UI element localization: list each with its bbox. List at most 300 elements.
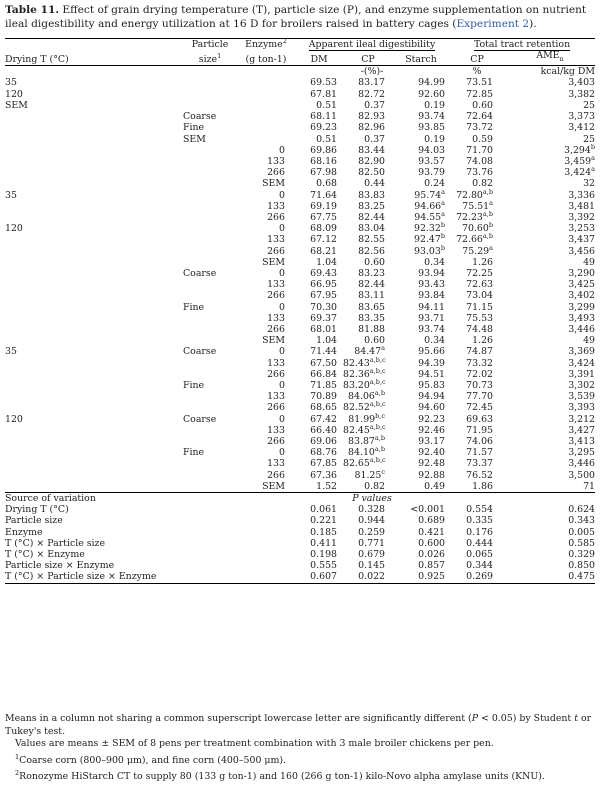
cp-cell: 83.65 bbox=[358, 301, 385, 313]
cp-cell: 83.83 bbox=[358, 189, 385, 201]
drying-cell bbox=[5, 425, 183, 436]
dm-cell: 67.95 bbox=[310, 290, 337, 302]
enzyme-cell: 266 bbox=[267, 290, 285, 302]
cp-cell: 83.20$^{a,b,c}$ bbox=[343, 377, 386, 391]
dm-cell: 67.98 bbox=[310, 167, 337, 179]
ame-cell: 3,393 bbox=[568, 402, 596, 414]
cp-cell: 81.99$^{b,c}$ bbox=[348, 411, 385, 425]
table-row bbox=[5, 223, 595, 234]
cp-tt-cell: 1.26 bbox=[472, 256, 494, 268]
table-row bbox=[5, 111, 595, 122]
dm-cell: 67.75 bbox=[310, 211, 337, 223]
cp-cell: 82.72 bbox=[358, 88, 385, 100]
ame-cell: 3,424$^a$ bbox=[564, 164, 596, 179]
source-name: T (°C) × Enzyme bbox=[5, 549, 85, 561]
ame-cell: 3,424 bbox=[568, 357, 596, 369]
pvalue-cell: 0.944 bbox=[358, 515, 385, 527]
starch-cell: 92.88 bbox=[418, 469, 446, 481]
table-row bbox=[5, 290, 595, 301]
particle-cell bbox=[183, 190, 237, 201]
dm-cell: 1.04 bbox=[316, 335, 337, 347]
cp-cell: 82.44 bbox=[358, 211, 385, 223]
enzyme-cell bbox=[237, 134, 295, 145]
enzyme-cell: 133 bbox=[267, 155, 285, 167]
pvalue-cell: 0.269 bbox=[449, 571, 505, 583]
caption-tail: ). bbox=[529, 18, 537, 30]
starch-cell: 0.34 bbox=[424, 335, 446, 347]
starch-header: Starch bbox=[393, 50, 449, 66]
footnote-2: $^2$Ronozyme HiStarch CT to supply 80 (133 g ton-1) and 160 (266 g ton-1) kilo-Novo alpha amylase units (KNU). bbox=[15, 769, 545, 783]
ame-cell: 71 bbox=[505, 481, 595, 493]
drying-cell bbox=[5, 212, 183, 223]
starch-cell: 94.94 bbox=[418, 391, 446, 403]
dm-cell: 67.36 bbox=[310, 469, 337, 481]
ame-cell: 3,500 bbox=[568, 469, 596, 481]
enzyme-cell: 0 bbox=[279, 379, 285, 391]
pvalue-cell: 0.925 bbox=[393, 571, 449, 583]
cp-tt-cell: 71.95 bbox=[466, 424, 494, 436]
dm-cell: 69.37 bbox=[310, 312, 337, 324]
drying-cell bbox=[5, 458, 183, 469]
drying-cell bbox=[5, 447, 183, 458]
particle-cell bbox=[183, 178, 237, 189]
cp-cell: 82.45$^{a,b,c}$ bbox=[343, 422, 386, 436]
pvalue-cell: 0.329 bbox=[568, 549, 596, 561]
starch-cell: 92.40 bbox=[418, 447, 446, 459]
ame-cell: 3,402 bbox=[568, 290, 596, 302]
starch-cell: 93.17 bbox=[418, 435, 446, 447]
drying-cell bbox=[5, 178, 183, 189]
empty-cell bbox=[183, 571, 237, 583]
cp-cell: 0.37 bbox=[364, 99, 385, 111]
drying-cell bbox=[5, 369, 183, 380]
drying-cell bbox=[5, 246, 183, 257]
cp-cell: 0.37 bbox=[364, 133, 385, 145]
source-name: Particle size × Enzyme bbox=[5, 560, 115, 572]
cp-tt-cell: 72.64 bbox=[466, 111, 494, 123]
starch-cell: 0.24 bbox=[424, 178, 446, 190]
dm-cell: 71.64 bbox=[310, 189, 337, 201]
cp-tt-cell: 74.87 bbox=[466, 346, 494, 358]
enzyme-cell: 266 bbox=[267, 245, 285, 257]
empty-cell bbox=[183, 549, 237, 560]
enzyme-header-1: Enzyme$^2$ bbox=[245, 36, 287, 50]
pvalue-cell: 0.343 bbox=[568, 515, 596, 527]
cp-cell: 82.96 bbox=[358, 122, 385, 134]
pvalue-cell: 0.061 bbox=[310, 504, 337, 516]
enzyme-cell: 0 bbox=[279, 144, 285, 156]
drying-cell: 120 bbox=[5, 88, 23, 100]
empty-cell bbox=[183, 515, 237, 526]
dm-cell: 1.04 bbox=[316, 256, 337, 268]
dm-cell: 69.86 bbox=[310, 144, 337, 156]
enzyme-cell: 0 bbox=[279, 413, 285, 425]
pvalue-cell: 0.335 bbox=[466, 515, 494, 527]
enzyme-cell: 0 bbox=[279, 447, 285, 459]
enzyme-cell bbox=[237, 100, 295, 111]
drying-cell bbox=[5, 279, 183, 290]
table-row bbox=[5, 447, 595, 458]
particle-cell bbox=[183, 369, 237, 380]
dm-cell: 68.11 bbox=[310, 111, 337, 123]
ame-cell: 3,459$^a$ bbox=[564, 153, 596, 167]
drying-cell: 120 bbox=[5, 223, 23, 235]
enzyme-cell: 266 bbox=[267, 211, 285, 223]
source-row bbox=[5, 493, 595, 505]
particle-cell bbox=[183, 335, 237, 346]
starch-cell: 93.03$^b$ bbox=[414, 243, 446, 257]
empty-cell bbox=[183, 504, 237, 515]
table-row bbox=[5, 234, 595, 245]
ame-cell: 32 bbox=[583, 178, 596, 190]
cp-tt-cell: 74.06 bbox=[466, 435, 494, 447]
pvalue-cell: 0.689 bbox=[418, 515, 446, 527]
ame-cell: 3,294$^b$ bbox=[564, 142, 596, 156]
pvalue-cell: 0.857 bbox=[418, 560, 446, 572]
cp-cell: 82.93 bbox=[358, 111, 385, 123]
data-body bbox=[5, 66, 595, 493]
enzyme-cell: 266 bbox=[267, 323, 285, 335]
starch-cell: 93.74 bbox=[418, 111, 446, 123]
ame-header: $AME_n$ bbox=[505, 50, 595, 66]
dm-cell: 68.21 bbox=[310, 245, 337, 257]
starch-cell: 93.57 bbox=[418, 155, 446, 167]
starch-cell: 93.84 bbox=[418, 290, 446, 302]
ame-cell: 3,392 bbox=[568, 211, 596, 223]
table-row bbox=[5, 268, 595, 279]
pvalue-cell: 0.221 bbox=[310, 515, 337, 527]
ame-cell: 3,425 bbox=[568, 279, 596, 291]
particle-cell bbox=[183, 279, 237, 290]
starch-cell: 0.34 bbox=[424, 256, 446, 268]
table-row bbox=[5, 458, 595, 469]
cp-cell: 82.36$^{a,b,c}$ bbox=[343, 366, 386, 380]
cp-tt-cell: 0.60 bbox=[472, 99, 494, 111]
dm-cell: 67.85 bbox=[310, 458, 337, 470]
cp-cell: 83.87$^{a,b}$ bbox=[348, 433, 385, 447]
table-row bbox=[5, 77, 595, 88]
empty-cell bbox=[237, 504, 295, 515]
pvalue-cell: 0.679 bbox=[358, 549, 385, 561]
pvalue-row bbox=[5, 549, 595, 560]
table-row bbox=[5, 134, 595, 145]
particle-cell bbox=[183, 77, 237, 88]
table-row bbox=[5, 190, 595, 201]
particle-cell bbox=[183, 145, 237, 156]
results-table bbox=[5, 38, 595, 584]
cp-tt-cell: 69.63 bbox=[466, 413, 494, 425]
table-row bbox=[5, 302, 595, 313]
table-row bbox=[5, 89, 595, 100]
enzyme-cell: 0 bbox=[279, 223, 285, 235]
pvalue-cell: 0.444 bbox=[466, 537, 494, 549]
cp-cell: 83.35 bbox=[358, 312, 385, 324]
starch-cell: 0.19 bbox=[424, 99, 446, 111]
cp-tt-cell: 75.29$^a$ bbox=[462, 243, 494, 257]
drying-cell bbox=[5, 380, 183, 391]
cp-tt-cell: 72.02 bbox=[466, 368, 494, 380]
ame-cell: 3,413 bbox=[568, 435, 596, 447]
cp-tt-cell: 75.51$^a$ bbox=[462, 198, 494, 212]
source-name: Enzyme bbox=[5, 526, 43, 538]
particle-cell: Coarse bbox=[183, 413, 217, 425]
ame-cell: 3,427 bbox=[568, 424, 596, 436]
ame-cell: 25 bbox=[583, 133, 596, 145]
table-row bbox=[5, 346, 595, 357]
pvalue-cell: 0.475 bbox=[505, 571, 595, 583]
pvalue-cell: 0.176 bbox=[466, 526, 494, 538]
drying-cell: 35 bbox=[5, 189, 17, 201]
starch-cell: 94.55$^a$ bbox=[414, 209, 446, 223]
empty-cell bbox=[237, 549, 295, 560]
table-row bbox=[5, 369, 595, 380]
dm-cell: 69.53 bbox=[310, 77, 337, 89]
table-row bbox=[5, 324, 595, 335]
table-row bbox=[5, 470, 595, 481]
particle-cell bbox=[183, 470, 237, 481]
cp-tt-cell: 73.37 bbox=[466, 458, 494, 470]
drying-cell bbox=[5, 257, 183, 268]
starch-cell: 94.66$^a$ bbox=[414, 198, 446, 212]
table-row bbox=[5, 246, 595, 257]
cp-cell: 84.06$^{a,b}$ bbox=[348, 389, 385, 403]
ame-cell: 3,403 bbox=[568, 77, 596, 89]
cp-cell: 82.44 bbox=[358, 279, 385, 291]
ame-cell: 3,391 bbox=[568, 368, 596, 380]
pvalue-cell: 0.328 bbox=[358, 504, 385, 516]
particle-cell bbox=[183, 257, 237, 268]
cp-tt-cell: 74.48 bbox=[466, 323, 494, 335]
particle-cell bbox=[183, 167, 237, 178]
drying-cell bbox=[5, 358, 183, 369]
starch-cell: 94.51 bbox=[418, 368, 446, 380]
starch-cell: 92.46 bbox=[418, 424, 446, 436]
starch-cell: 93.43 bbox=[418, 279, 446, 291]
empty-cell bbox=[237, 515, 295, 526]
empty-cell bbox=[183, 527, 237, 538]
pvalue-cell: 0.624 bbox=[568, 504, 596, 516]
particle-cell bbox=[183, 425, 237, 436]
footnote-means: Means in a column not sharing a common superscript lowercase letter are significantly different (P < 0.05) by Student t or Tukey's test. bbox=[5, 713, 592, 737]
experiment-link[interactable]: Experiment 2 bbox=[456, 18, 530, 30]
drying-cell: SEM bbox=[5, 99, 28, 111]
cp-cell: 0.60 bbox=[364, 256, 385, 268]
empty-cell bbox=[183, 560, 237, 571]
table-row bbox=[5, 257, 595, 268]
cp-cell: 82.43$^{a,b,c}$ bbox=[343, 355, 386, 369]
ame-cell: 3,336 bbox=[568, 189, 596, 201]
particle-cell bbox=[183, 234, 237, 245]
table-row bbox=[5, 425, 595, 436]
particle-cell bbox=[183, 223, 237, 234]
pvalue-cell: 0.600 bbox=[418, 537, 446, 549]
pvalue-cell: 0.421 bbox=[418, 526, 446, 538]
cp-tt-cell: 72.63 bbox=[466, 279, 494, 291]
empty-cell bbox=[183, 538, 237, 549]
units-row bbox=[5, 66, 595, 78]
cp-cell: 83.04 bbox=[358, 223, 385, 235]
table-row bbox=[5, 145, 595, 156]
footnote-1: $^1$Coarse corn (800–900 μm), and fine corn (400–500 μm). bbox=[15, 752, 287, 766]
enzyme-cell: SEM bbox=[237, 481, 295, 493]
starch-cell: 94.99 bbox=[418, 77, 446, 89]
cp-tt-cell: 76.52 bbox=[466, 469, 494, 481]
enzyme-cell: 0 bbox=[279, 189, 285, 201]
drying-cell bbox=[5, 436, 183, 447]
pvalues-label: P values bbox=[352, 493, 392, 504]
drying-cell bbox=[5, 302, 183, 313]
starch-cell: 93.94 bbox=[418, 267, 446, 279]
cp-tt-cell: 1.26 bbox=[472, 335, 494, 347]
starch-cell: 94.11 bbox=[418, 301, 446, 313]
dm-cell: 70.30 bbox=[310, 301, 337, 313]
source-label: Source of variation bbox=[5, 493, 96, 504]
cp-tt-cell: 70.60$^b$ bbox=[462, 221, 494, 235]
table-row bbox=[5, 313, 595, 324]
starch-cell: 93.79 bbox=[418, 167, 446, 179]
dm-cell: 68.01 bbox=[310, 323, 337, 335]
drying-cell: 35 bbox=[5, 77, 17, 89]
starch-cell: 92.23 bbox=[418, 413, 446, 425]
particle-cell: Fine bbox=[183, 447, 205, 459]
starch-cell: 93.74 bbox=[418, 323, 446, 335]
dm-cell: 71.85 bbox=[310, 379, 337, 391]
pvalue-row bbox=[5, 538, 595, 549]
cp-tt-cell: 72.85 bbox=[466, 88, 494, 100]
total-tract-header: Total tract retention bbox=[473, 39, 571, 50]
table-row bbox=[5, 201, 595, 212]
pvalue-cell: 0.850 bbox=[568, 560, 596, 572]
ame-cell: 3,446 bbox=[568, 323, 596, 335]
enzyme-cell: 266 bbox=[267, 469, 285, 481]
particle-cell bbox=[183, 391, 237, 402]
dm-cell: 67.42 bbox=[310, 413, 337, 425]
dm-cell: 67.81 bbox=[310, 88, 337, 100]
cp-header: CP bbox=[343, 50, 393, 66]
enzyme-cell: 133 bbox=[267, 424, 285, 436]
starch-cell: 0.49 bbox=[393, 481, 449, 493]
source-name: T (°C) × Particle size bbox=[5, 537, 106, 549]
enzyme-cell: 133 bbox=[267, 312, 285, 324]
ame-cell: 3,290 bbox=[568, 267, 596, 279]
particle-cell: Fine bbox=[183, 379, 205, 391]
pvalue-cell: 0.145 bbox=[358, 560, 385, 572]
dm-cell: 69.06 bbox=[310, 435, 337, 447]
cp-tt-cell: 73.04 bbox=[466, 290, 494, 302]
cp-cell: 83.11 bbox=[358, 290, 385, 302]
ame-cell: 3,412 bbox=[568, 122, 596, 134]
cp-tt-header: CP bbox=[449, 50, 505, 66]
cp-tt-cell: 70.73 bbox=[466, 379, 494, 391]
drying-cell: 120 bbox=[5, 413, 23, 425]
enzyme-cell bbox=[237, 122, 295, 133]
table-row bbox=[5, 481, 595, 493]
ame-cell: 25 bbox=[583, 99, 596, 111]
dm-cell: 68.16 bbox=[310, 155, 337, 167]
drying-cell bbox=[5, 335, 183, 346]
ame-cell: 3,299 bbox=[568, 301, 596, 313]
starch-cell: 95.74$^a$ bbox=[414, 187, 446, 201]
dm-cell: 69.43 bbox=[310, 267, 337, 279]
drying-cell bbox=[5, 268, 183, 279]
drying-cell bbox=[5, 324, 183, 335]
table-row bbox=[5, 178, 595, 189]
dm-cell: 69.23 bbox=[310, 122, 337, 134]
particle-cell bbox=[183, 201, 237, 212]
pvalue-cell: 0.607 bbox=[295, 571, 343, 583]
drying-cell bbox=[5, 313, 183, 324]
cp-cell: 82.65$^{a,b,c}$ bbox=[343, 456, 386, 470]
enzyme-cell: SEM bbox=[262, 178, 285, 190]
dm-cell: 1.52 bbox=[295, 481, 343, 493]
cp-tt-cell: 74.08 bbox=[466, 155, 494, 167]
table-row bbox=[5, 335, 595, 346]
unit-percent: -(%)- bbox=[360, 66, 384, 78]
cp-tt-cell: 73.72 bbox=[466, 122, 494, 134]
enzyme-cell: 0 bbox=[279, 346, 285, 358]
cp-cell: 83.25 bbox=[358, 200, 385, 212]
enzyme-cell: 133 bbox=[267, 279, 285, 291]
ame-cell: 3,373 bbox=[568, 111, 596, 123]
cp-tt-cell: 73.32 bbox=[466, 357, 494, 369]
cp-cell: 0.82 bbox=[343, 481, 393, 493]
table-footnotes bbox=[5, 713, 595, 784]
dm-cell: 66.95 bbox=[310, 279, 337, 291]
starch-cell: 94.03 bbox=[418, 144, 446, 156]
enzyme-header-2: (g ton-1) bbox=[237, 50, 295, 66]
table-row bbox=[5, 402, 595, 413]
pvalue-cell: 0.026 bbox=[418, 549, 446, 561]
empty-cell bbox=[237, 560, 295, 571]
enzyme-cell: SEM bbox=[262, 256, 285, 268]
ame-cell: 49 bbox=[583, 335, 596, 347]
dm-cell: 67.50 bbox=[310, 357, 337, 369]
cp-cell: 0.60 bbox=[364, 335, 385, 347]
table-row bbox=[5, 414, 595, 425]
cp-tt-cell: 0.59 bbox=[472, 133, 494, 145]
particle-cell bbox=[183, 156, 237, 167]
table-row bbox=[5, 122, 595, 133]
cp-tt-cell: 72.66$^{a,b}$ bbox=[456, 232, 494, 246]
dm-cell: 66.84 bbox=[310, 368, 337, 380]
particle-cell: Coarse bbox=[183, 346, 217, 358]
particle-cell bbox=[183, 290, 237, 301]
cp-tt-cell: 72.23$^{a,b}$ bbox=[456, 209, 494, 223]
enzyme-cell: 266 bbox=[267, 435, 285, 447]
drying-cell bbox=[5, 167, 183, 178]
pvalue-cell: 0.198 bbox=[310, 549, 337, 561]
particle-cell bbox=[183, 324, 237, 335]
particle-cell bbox=[183, 458, 237, 469]
dm-cell: 69.19 bbox=[310, 200, 337, 212]
pvalue-cell: 0.411 bbox=[310, 537, 337, 549]
drying-cell bbox=[5, 234, 183, 245]
source-name: Particle size bbox=[5, 515, 63, 527]
pvalue-cell: <0.001 bbox=[410, 504, 446, 516]
cp-cell: 83.17 bbox=[358, 77, 385, 89]
cp-tt-cell: 72.80$^{a,b}$ bbox=[456, 187, 494, 201]
pvalue-cell: 0.185 bbox=[310, 526, 337, 538]
particle-cell: SEM bbox=[183, 133, 206, 145]
cp-cell: 82.50 bbox=[358, 167, 385, 179]
cp-cell: 82.56 bbox=[358, 245, 385, 257]
pvalue-cell: 0.344 bbox=[466, 560, 494, 572]
dm-cell: 0.68 bbox=[316, 178, 337, 190]
source-name: Drying T (°C) bbox=[5, 504, 69, 516]
ame-cell: 3,212 bbox=[568, 413, 596, 425]
enzyme-cell bbox=[237, 111, 295, 122]
table-label: Table 11. bbox=[5, 4, 60, 16]
